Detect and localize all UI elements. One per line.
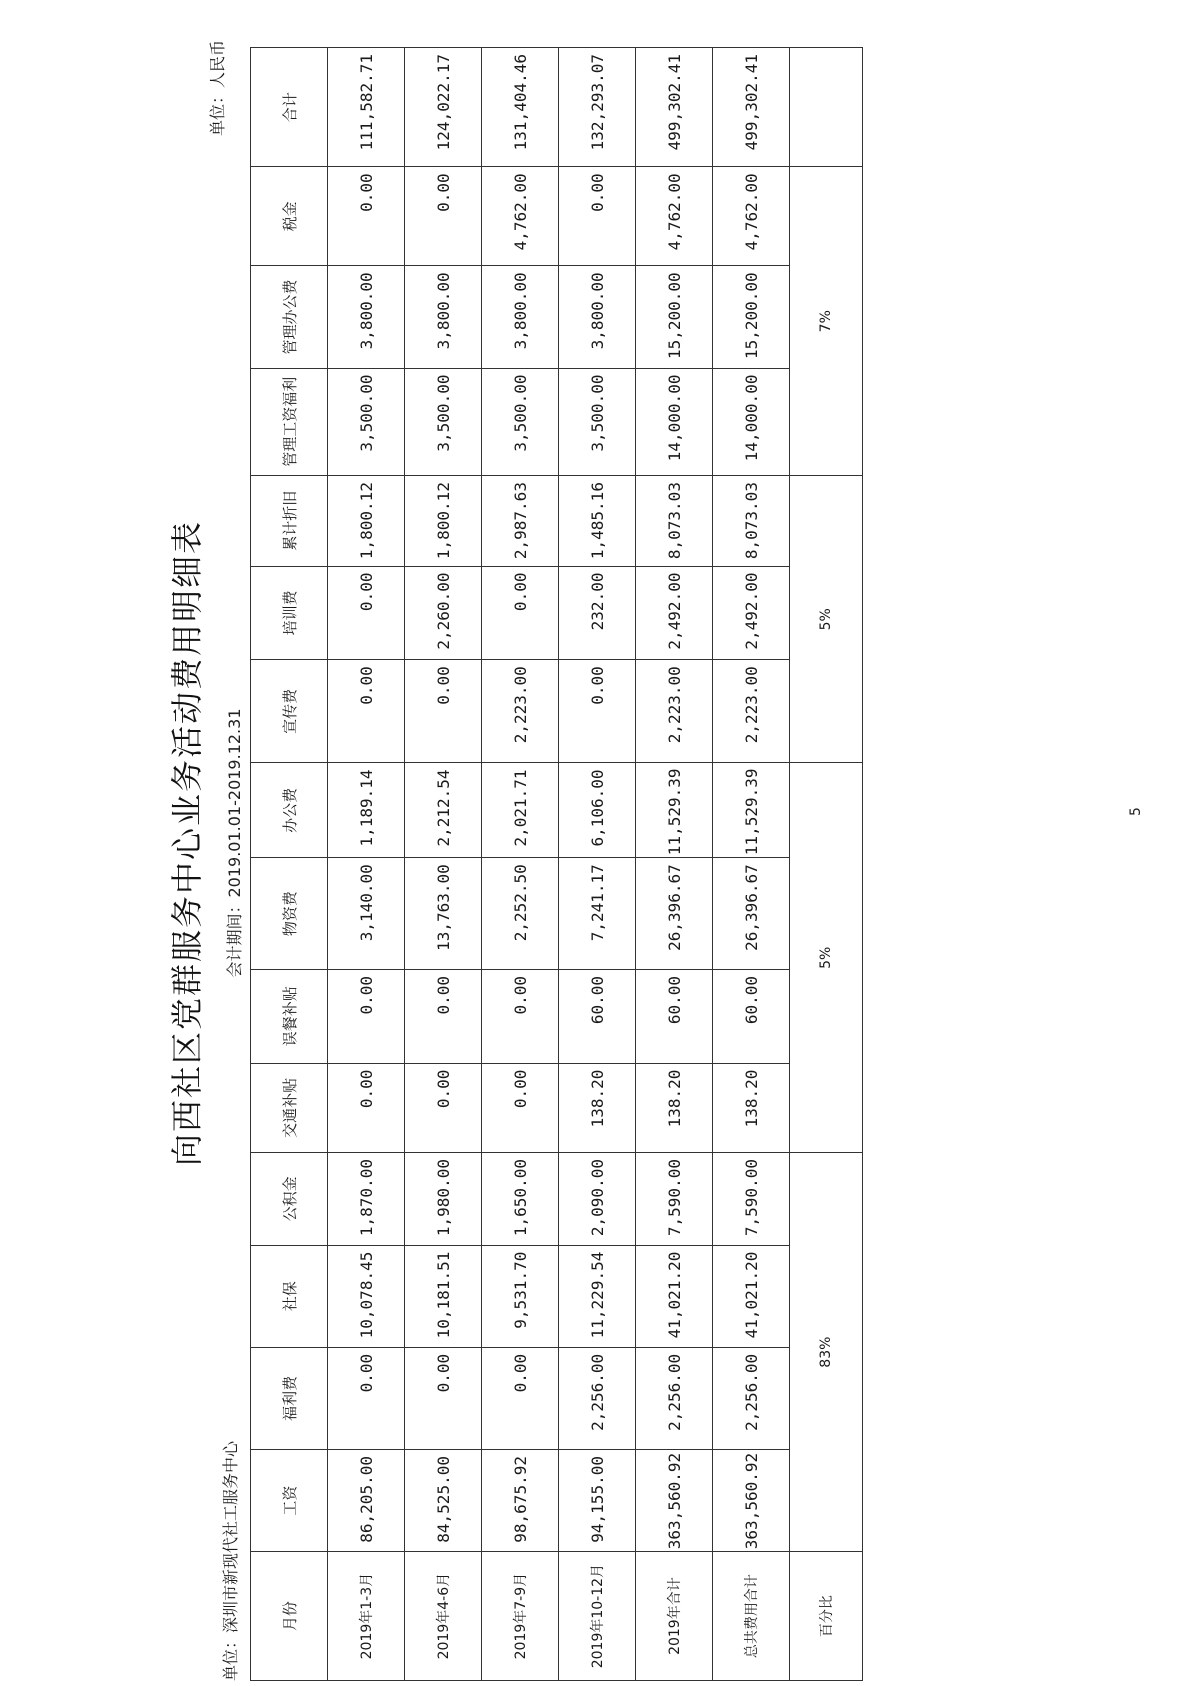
table-cell: 2,256.00 — [713, 1347, 790, 1449]
column-header: 管理办公费 — [251, 266, 328, 368]
table-cell: 41,021.20 — [713, 1245, 790, 1347]
table-cell: 2,223.00 — [713, 660, 790, 763]
row-label: 2019年4-6月 — [405, 1552, 482, 1681]
table-cell: 3,500.00 — [559, 368, 636, 476]
table-cell: 41,021.20 — [636, 1245, 713, 1347]
table-cell: 1,189.14 — [328, 763, 405, 858]
table-cell: 132,293.07 — [559, 48, 636, 167]
table-cell: 0.00 — [559, 167, 636, 266]
percent-row — [790, 48, 863, 1681]
table-cell: 232.00 — [559, 566, 636, 660]
table-cell: 13,763.00 — [405, 858, 482, 970]
table-cell: 60.00 — [559, 969, 636, 1063]
table-body — [328, 48, 863, 1681]
column-header: 管理工资福利 — [251, 368, 328, 476]
table-row — [405, 48, 482, 1681]
table-header-row — [251, 48, 328, 1681]
table-cell: 3,500.00 — [328, 368, 405, 476]
table-cell: 7,590.00 — [636, 1153, 713, 1246]
table-cell: 9,531.70 — [482, 1245, 559, 1347]
table-row — [328, 48, 405, 1681]
percent-cell-management: 7% — [790, 167, 863, 476]
page-number: 5 — [1128, 807, 1144, 816]
table-row — [559, 48, 636, 1681]
table-cell: 1,870.00 — [328, 1153, 405, 1246]
table-cell: 1,980.00 — [405, 1153, 482, 1246]
table-cell: 11,529.39 — [636, 763, 713, 858]
table-cell: 0.00 — [559, 660, 636, 763]
table-cell: 1,800.12 — [328, 476, 405, 566]
table-cell: 0.00 — [482, 969, 559, 1063]
table-cell: 94,155.00 — [559, 1450, 636, 1552]
table-cell: 124,022.17 — [405, 48, 482, 167]
table-cell: 98,675.92 — [482, 1450, 559, 1552]
column-header: 办公费 — [251, 763, 328, 858]
table-cell: 2,223.00 — [482, 660, 559, 763]
column-header: 社保 — [251, 1245, 328, 1347]
table-cell: 15,200.00 — [636, 266, 713, 368]
table-cell: 11,229.54 — [559, 1245, 636, 1347]
column-header: 合计 — [251, 48, 328, 167]
table-cell: 3,140.00 — [328, 858, 405, 970]
table-cell: 14,000.00 — [636, 368, 713, 476]
table-cell: 0.00 — [328, 1063, 405, 1152]
row-label: 2019年合计 — [636, 1552, 713, 1681]
table-cell: 2,090.00 — [559, 1153, 636, 1246]
row-label: 百分比 — [790, 1552, 863, 1681]
column-header: 工资 — [251, 1450, 328, 1552]
grand-total-row — [713, 48, 790, 1681]
table-cell: 3,800.00 — [405, 266, 482, 368]
table-cell: 10,181.51 — [405, 1245, 482, 1347]
table-cell: 3,800.00 — [328, 266, 405, 368]
percent-cell-personnel: 83% — [790, 1153, 863, 1552]
column-header: 月份 — [251, 1552, 328, 1681]
table-cell: 1,650.00 — [482, 1153, 559, 1246]
table-cell: 2,492.00 — [636, 566, 713, 660]
table-cell: 138.20 — [636, 1063, 713, 1152]
table-cell: 4,762.00 — [636, 167, 713, 266]
table-cell: 60.00 — [636, 969, 713, 1063]
table-cell: 1,485.16 — [559, 476, 636, 566]
table-cell: 138.20 — [559, 1063, 636, 1152]
row-label: 2019年1-3月 — [328, 1552, 405, 1681]
column-header: 税金 — [251, 167, 328, 266]
table-cell: 0.00 — [328, 167, 405, 266]
table-cell: 10,078.45 — [328, 1245, 405, 1347]
expense-detail-table — [250, 47, 863, 1681]
table-cell: 8,073.03 — [713, 476, 790, 566]
table-cell: 0.00 — [482, 1063, 559, 1152]
column-header: 误餐补贴 — [251, 969, 328, 1063]
table-cell: 499,302.41 — [713, 48, 790, 167]
table-cell: 111,582.71 — [328, 48, 405, 167]
row-label: 2019年10-12月 — [559, 1552, 636, 1681]
table-cell: 11,529.39 — [713, 763, 790, 858]
table-cell: 2,256.00 — [559, 1347, 636, 1449]
table-cell: 2,987.63 — [482, 476, 559, 566]
table-cell: 14,000.00 — [713, 368, 790, 476]
document-title: 向西社区党群服务中心业务活动费用明细表 — [168, 520, 206, 1167]
table-cell: 26,396.67 — [636, 858, 713, 970]
column-header: 宣传费 — [251, 660, 328, 763]
table-cell: 84,525.00 — [405, 1450, 482, 1552]
table-cell: 2,212.54 — [405, 763, 482, 858]
table-cell: 3,800.00 — [482, 266, 559, 368]
column-header: 累计折旧 — [251, 476, 328, 566]
table-cell: 0.00 — [405, 660, 482, 763]
column-header: 公积金 — [251, 1153, 328, 1246]
table-cell: 0.00 — [328, 969, 405, 1063]
row-label: 总共费用合计 — [713, 1552, 790, 1681]
accounting-period: 会计期间：2019.01.01-2019.12.31 — [225, 708, 244, 978]
table-cell: 3,500.00 — [482, 368, 559, 476]
table-cell: 0.00 — [328, 1347, 405, 1449]
table-cell: 2,021.71 — [482, 763, 559, 858]
table-cell: 3,800.00 — [559, 266, 636, 368]
table-cell: 131,404.46 — [482, 48, 559, 167]
table-cell: 15,200.00 — [713, 266, 790, 368]
table-cell: 1,800.12 — [405, 476, 482, 566]
table-cell: 6,106.00 — [559, 763, 636, 858]
table-cell: 7,590.00 — [713, 1153, 790, 1246]
table-cell: 363,560.92 — [636, 1450, 713, 1552]
table-cell: 0.00 — [405, 1347, 482, 1449]
column-header: 培训费 — [251, 566, 328, 660]
table-cell: 2,260.00 — [405, 566, 482, 660]
column-header: 物资费 — [251, 858, 328, 970]
column-header: 福利费 — [251, 1347, 328, 1449]
table-cell: 26,396.67 — [713, 858, 790, 970]
column-header: 交通补贴 — [251, 1063, 328, 1152]
year-total-row — [636, 48, 713, 1681]
table-cell: 499,302.41 — [636, 48, 713, 167]
table-cell: 0.00 — [405, 167, 482, 266]
table-cell: 0.00 — [482, 566, 559, 660]
table-cell: 2,252.50 — [482, 858, 559, 970]
empty-cell — [790, 48, 863, 167]
row-label: 2019年7-9月 — [482, 1552, 559, 1681]
table-cell: 0.00 — [328, 566, 405, 660]
currency-label: 单位：人民币 — [208, 39, 227, 136]
table-row — [482, 48, 559, 1681]
table-cell: 8,073.03 — [636, 476, 713, 566]
table-cell: 4,762.00 — [713, 167, 790, 266]
table-cell: 2,492.00 — [713, 566, 790, 660]
table-cell: 0.00 — [328, 660, 405, 763]
table-cell: 2,223.00 — [636, 660, 713, 763]
table-cell: 3,500.00 — [405, 368, 482, 476]
table-cell: 138.20 — [713, 1063, 790, 1152]
table-cell: 4,762.00 — [482, 167, 559, 266]
table-cell: 60.00 — [713, 969, 790, 1063]
table-cell: 0.00 — [405, 969, 482, 1063]
table-cell: 363,560.92 — [713, 1450, 790, 1552]
table-cell: 2,256.00 — [636, 1347, 713, 1449]
percent-cell-operations: 5% — [790, 476, 863, 763]
organization-label: 单位：深圳市新现代社工服务中心 — [221, 1440, 240, 1681]
table-cell: 0.00 — [405, 1063, 482, 1152]
table-cell: 86,205.00 — [328, 1450, 405, 1552]
percent-cell-activity: 5% — [790, 763, 863, 1153]
table-cell: 0.00 — [482, 1347, 559, 1449]
table-cell: 7,241.17 — [559, 858, 636, 970]
